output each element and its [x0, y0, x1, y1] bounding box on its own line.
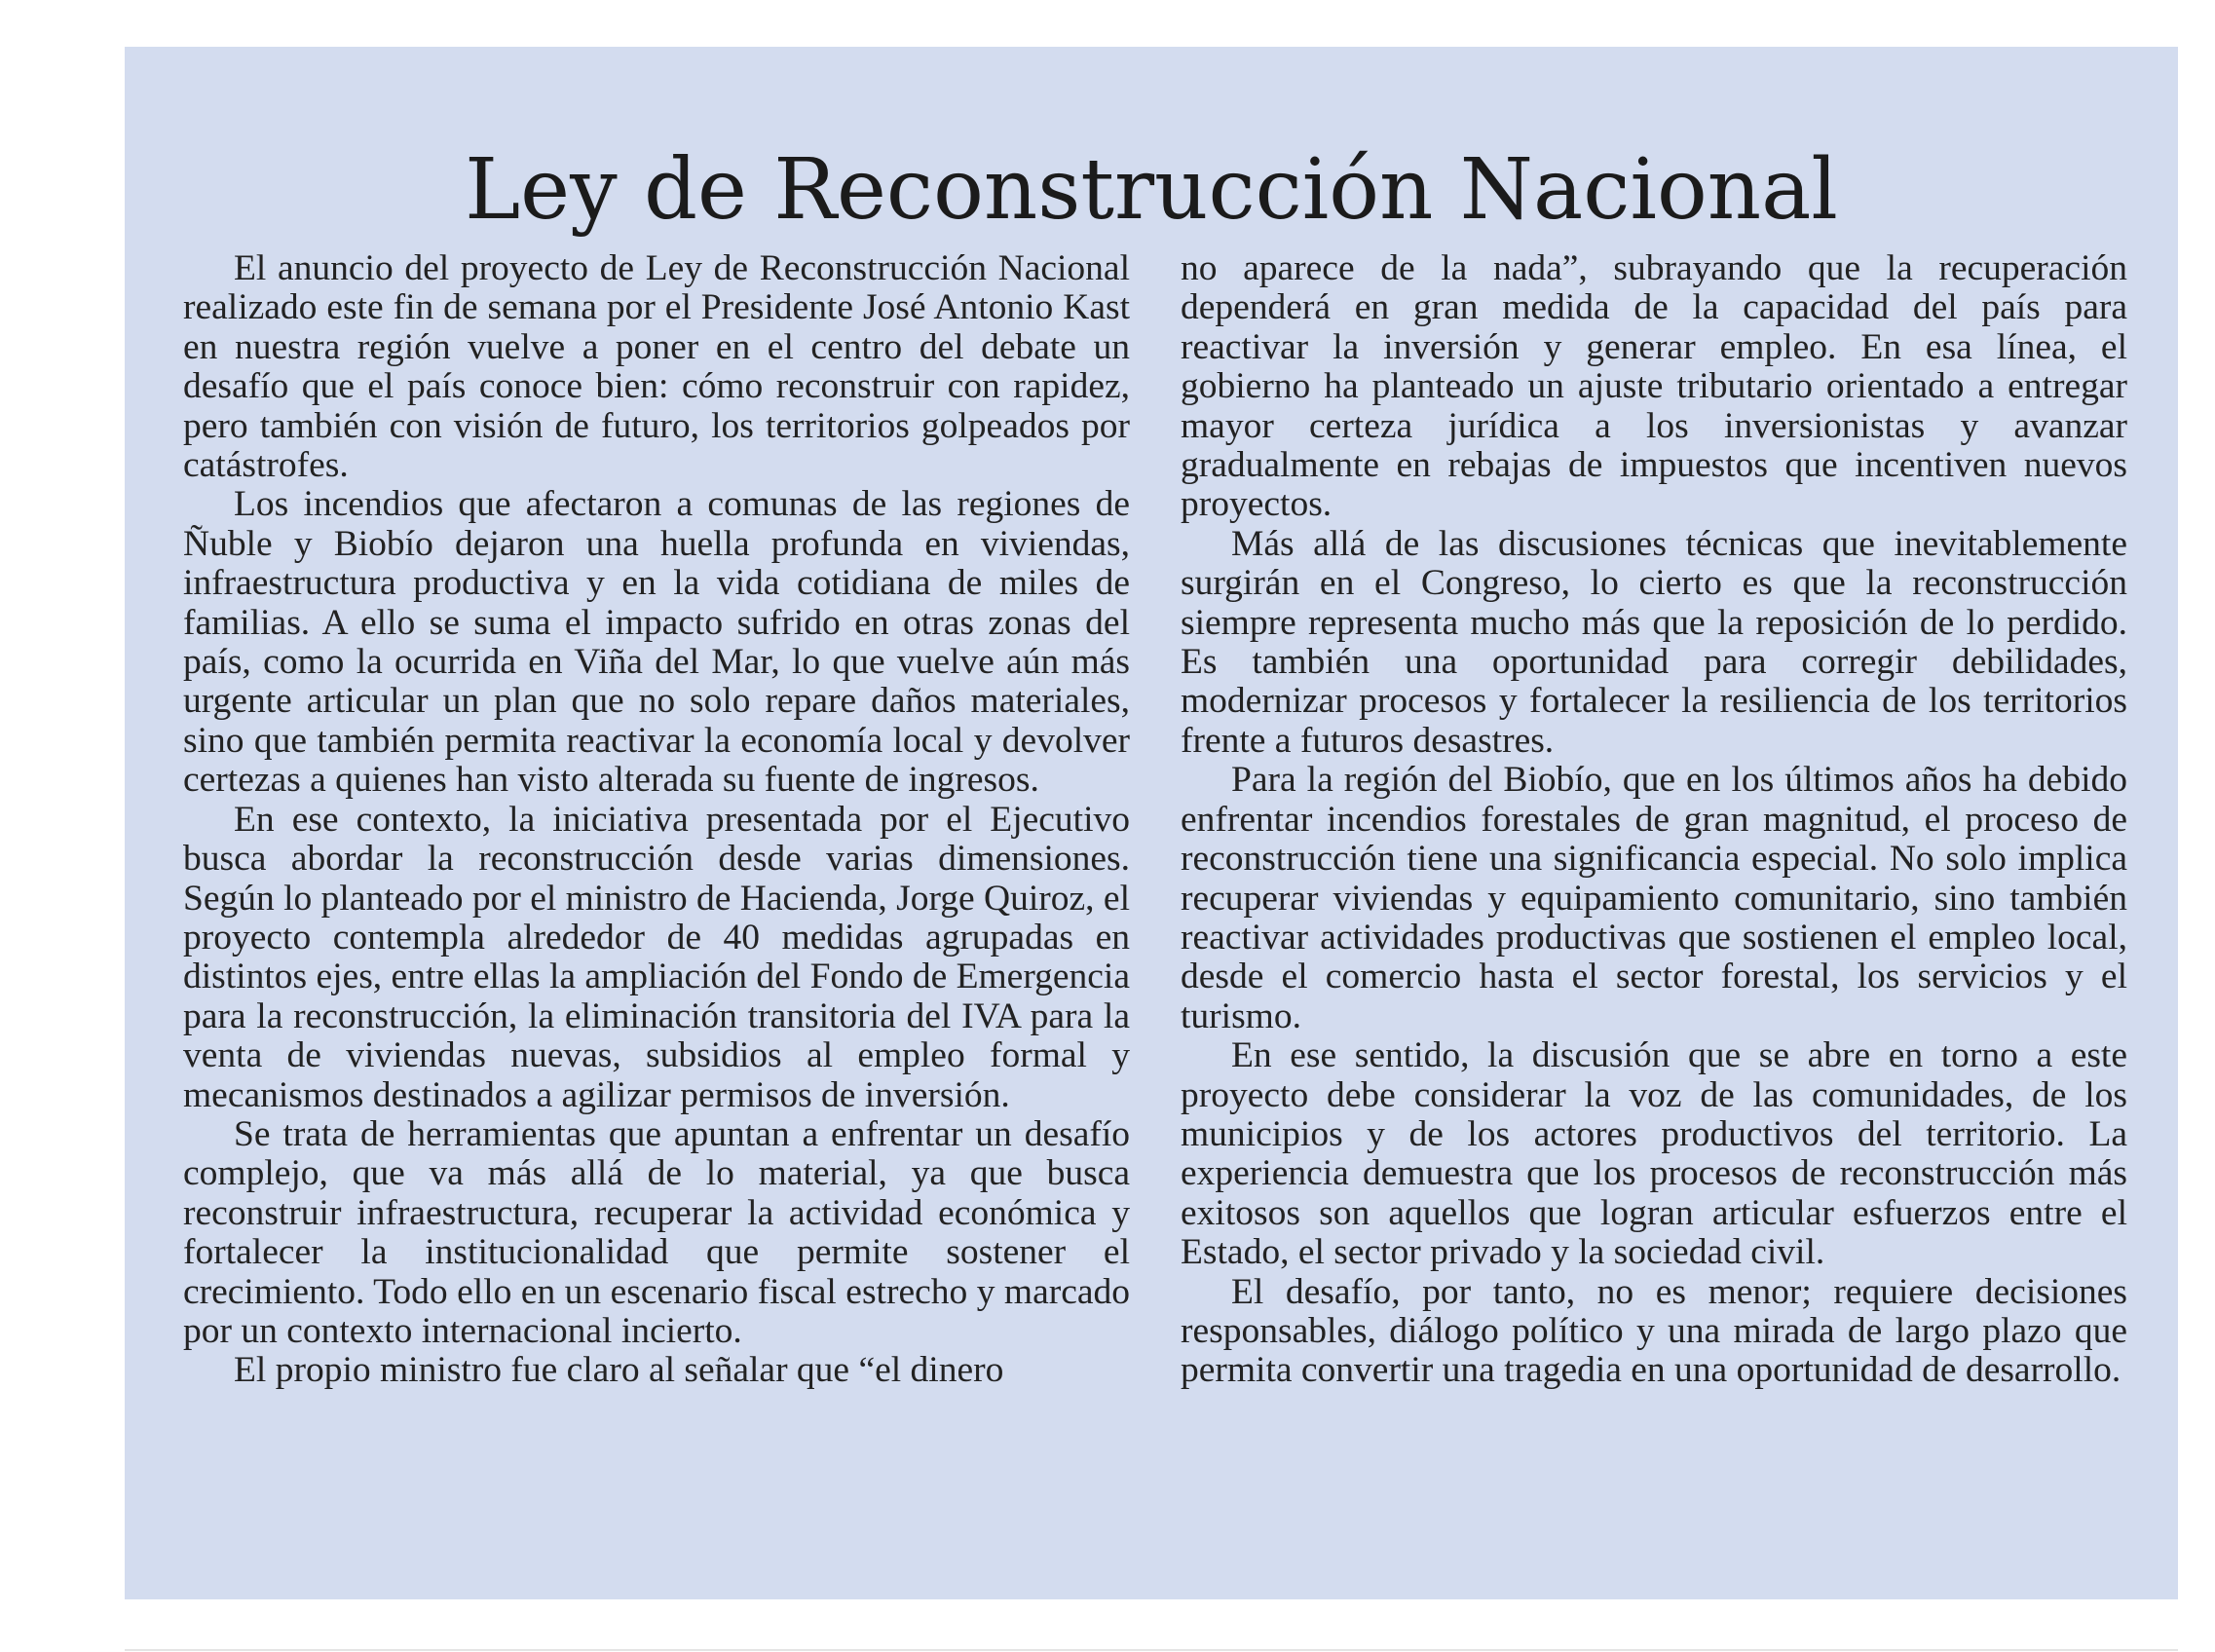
paragraph: Para la región del Biobío, que en los últimos años ha debido enfrentar incendios forestales de gran magnitud, el proceso de reconstrucción tiene una significancia especial. No solo implica recuperar viviendas y equipamiento comunitario, sino también reactivar actividades productivas que sostienen el empleo local, desde el comercio hasta el sector forestal, los servicios y el turismo. — [1181, 760, 2127, 1036]
paragraph-continuation: no aparece de la nada”, subrayando que la recuperación dependerá en gran medida de la capacidad del país para reactivar la inversión y generar empleo. En esa línea, el gobierno ha planteado un ajuste tributario orientado a entregar mayor certeza jurídica a los inversionistas y avanzar gradualmente en rebajas de impuestos que incentiven nuevos proyectos. — [1181, 248, 2127, 525]
paragraph: En ese sentido, la discusión que se abre en torno a este proyecto debe considerar la voz de las comunidades, de los municipios y de los actores productivos del territorio. La experiencia demuestra que los procesos de reconstrucción más exitosos son aquellos que logran articular esfuerzos entre el Estado, el sector privado y la sociedad civil. — [1181, 1035, 2127, 1273]
paragraph: Los incendios que afectaron a comunas de las regiones de Ñuble y Biobío dejaron una huella profunda en viviendas, infraestructura productiva y en la vida cotidiana de miles de familias. A ello se suma el impacto sufrido en otras zonas del país, como la ocurrida en Viña del Mar, lo que vuelve aún más urgente articular un plan que no solo repare daños materiales, sino que también permita reactivar la economía local y devolver certezas a quienes han visto alterada su fuente de ingresos. — [183, 484, 1130, 801]
paragraph: El propio ministro fue claro al señalar que “el dinero — [234, 1350, 1004, 1391]
page-divider — [125, 1649, 2178, 1651]
paragraph: Se trata de herramientas que apuntan a enfrentar un desafío complejo, que va más allá de lo material, ya que busca reconstruir infraestructura, recuperar la actividad económica y fortalecer la institucionalidad que permite sostener el crecimiento. Todo ello en un escenario fiscal estrecho y marcado por un contexto internacional incierto. — [183, 1113, 1130, 1351]
paragraph: Más allá de las discusiones técnicas que inevitablemente surgirán en el Congreso, lo cierto es que la reconstrucción siempre representa mucho más que la reposición de lo perdido. Es también una oportunidad para corregir debilidades, modernizar procesos y fortalecer la resiliencia de los territorios frente a futuros desastres. — [1181, 523, 2127, 761]
paragraph: El anuncio del proyecto de Ley de Reconstrucción Nacional realizado este fin de semana por el Presidente José Antonio Kast en nuestra región vuelve a poner en el centro del debate un desafío que el país conoce bien: cómo reconstruir con rapidez, pero también con visión de futuro, los territorios golpeados por catástrofes. — [183, 248, 1130, 486]
right-column — [1181, 249, 2127, 1391]
editorial-panel — [125, 47, 2178, 1599]
article-title: Ley de Reconstrucción Nacional — [465, 141, 1838, 239]
paragraph: El desafío, por tanto, no es menor; requiere decisiones responsables, diálogo político y una mirada de largo plazo que permita convertir una tragedia en una oportunidad de desarrollo. — [1181, 1271, 2127, 1391]
left-column — [183, 249, 1130, 1391]
paragraph: En ese contexto, la iniciativa presentada por el Ejecutivo busca abordar la reconstrucción desde varias dimensiones. Según lo planteado por el ministro de Hacienda, Jorge Quiroz, el proyecto contempla alrededor de 40 medidas agrupadas en distintos ejes, entre ellas la ampliación del Fondo de Emergencia para la reconstrucción, la eliminación transitoria del IVA para la venta de viviendas nuevas, subsidios al empleo formal y mecanismos destinados a agilizar permisos de inversión. — [183, 799, 1130, 1115]
